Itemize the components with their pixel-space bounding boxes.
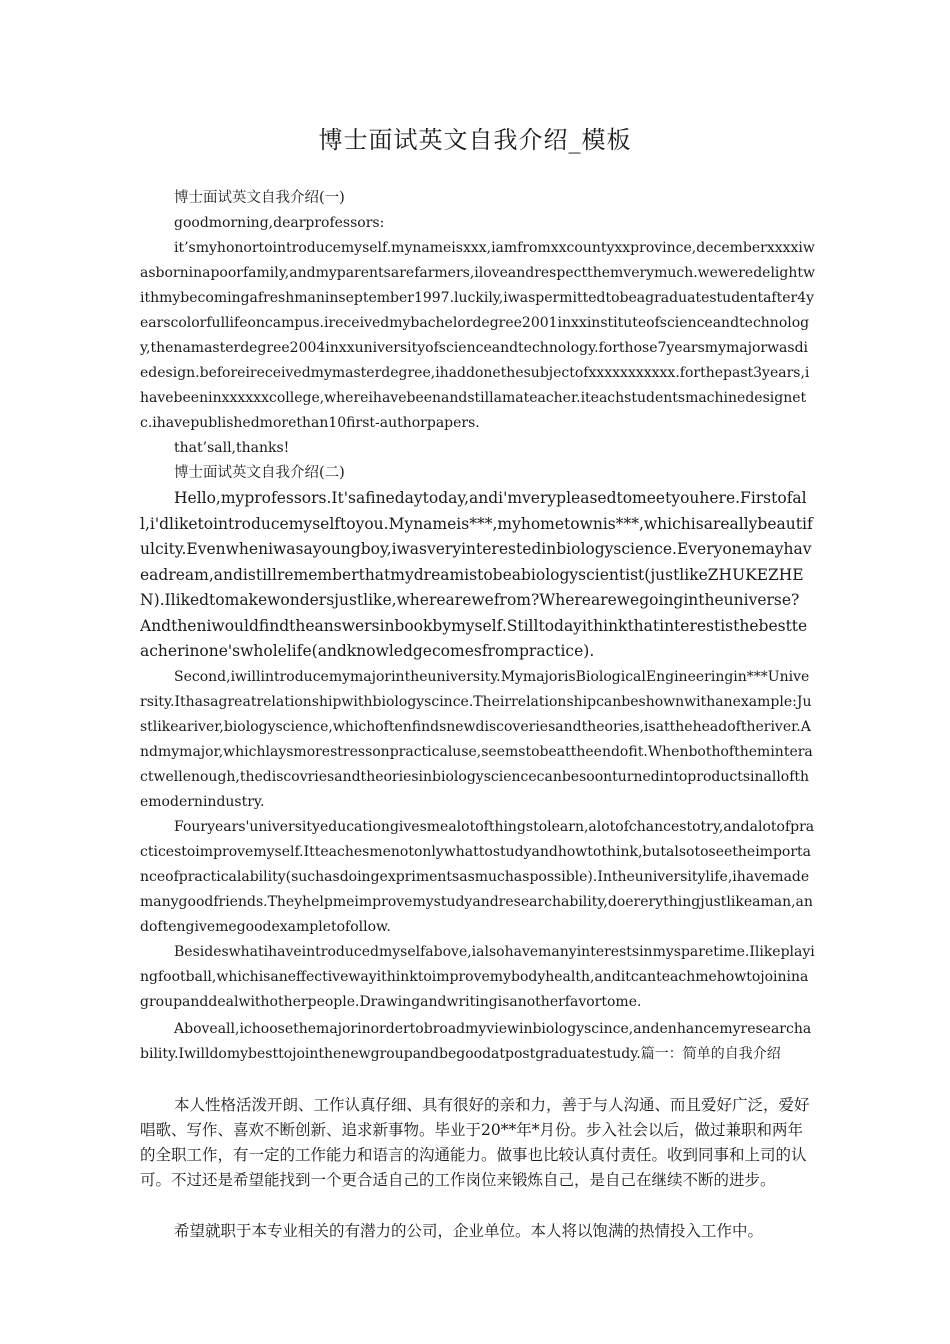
section2-paragraph-3: Fouryears'universityeducationgivesmealotofthingstolearn,alotofchancestotry,andalotofpracticestoimprovemyself.Itteachesmenotonlywhattostudyandhowtothink,butalsotoseetheimportanceofpracticalability(suchasdoingexprimentsasmuchaspossible).Intheuniversitylife,ihavemademanygoodfriends.Theyhelpmeimprovemystudyandresearchability,doererythingjustlikeaman,andoftengivemegoodexampletofollow. bbox=[140, 818, 815, 935]
greeting-text: goodmorning,dearprofessors: bbox=[174, 215, 385, 231]
chinese-paragraph-2: 希望就职于本专业相关的有潜力的公司，企业单位。本人将以饱满的热情投入工作中。 bbox=[174, 1221, 764, 1240]
chinese-paragraph-1: 本人性格活泼开朗、工作认真仔细、具有很好的亲和力，善于与人沟通、而且爱好广泛，爱好唱歌、写作、喜欢不断创新、追求新事物。毕业于20**年*月份。步入社会以后，做过兼职和两年的全职工作，有一定的工作能力和语言的沟通能力。做事也比较认真付责任。收到同事和上司的认可。不过还是希望能找到一个更合适自己的工作岗位来锻炼自己，是自己在继续不断的进步。 bbox=[140, 1095, 810, 1189]
section2-paragraph-1: Hello,myprofessors.It'safinedaytoday,andi'mverypleasedtomeetyouhere.Firstofall,i'dliketointroducemyselftoyou.Mynameis***,myhometownis***,whichisareallybeautifulcity.Evenwheniwasayoungboy,iwasveryinterestedinbiologyscience.Everyonemayhaveadream,andistillrememberthatmydreamistobeabiologyscientist(justlikeZHUKEZHEN).Ilikedtomakewondersjustlike,wherearewefrom?Wherearewegoingintheuniverse? bbox=[140, 489, 813, 609]
section2-paragraph-5: Aboveall,ichoosethemajorinordertobroadmyviewinbiologyscince,andenhancemyresearchability.Iwilldomybesttojointhenewgroupandbegoodatpostgraduatestudy.篇一：简单的自我介绍 bbox=[140, 1020, 812, 1062]
section2-paragraph-4: Besideswhatihaveintroducedmyselfabove,ialsohavemanyinterestsinmysparetime.Ilikeplayingfootball,whichisaneffectivewayithinktoimprovemybodyhealth,anditcanteachmehowtojoininagroupanddealwithotherpeople.Drawingandwritingisanotherfavortome. bbox=[140, 943, 815, 1010]
section2-paragraph-2: Second,iwillintroducemymajorintheuniversity.MymajorisBiologicalEngineeringin***University.Ithasagreatrelationshipwithbiologyscince.Theirrelationshipcanbeshownwithanexample:Justlikeariver,biologyscience,whichoftenfindsnewdiscoveriesandtheories,isattheheadoftheriver.Andmymajor,whichlaysmorestressonpracticaluse,seemstobeattheendofit.Whenbothoftheminteractwellenough,thediscovriesandtheoriesinbiologysciencecanbesoonturnedintoproductsinallofthemodernindustry. bbox=[140, 668, 813, 810]
section2-heading: 博士面试英文自我介绍(二) bbox=[174, 465, 345, 481]
document-body bbox=[140, 186, 815, 1244]
section1-heading: 博士面试英文自我介绍(一) bbox=[174, 190, 345, 206]
section2-paragraph-1-continued: Andtheniwouldfindtheanswersinbookbymyself.Stilltodayithinkthatinterestisthebestteacherinone'swholelife(andknowledgecomesfrompractice). bbox=[140, 616, 808, 660]
section1-closing: that’sall,thanks! bbox=[174, 440, 290, 456]
section1-body: it’smyhonortointroducemyself.mynameisxxx,iamfromxxcountyxxprovince,decemberxxxxiwasborninapoorfamily,andmyparentsarefarmers,iloveandrespectthemverymuch.weweredelightwithmybecomingafreshmaninseptember1997.luckily,iwaspermittedtobeagraduatestudentafter4yearscolorfullifeoncampus.ireceivedmybachelordegree2001inxxinstituteofscienceandtechnology,thenamasterdegree2004inxxuniversityofscienceandtechnology.forthose7yearsmymajorwasdiedesign.beforeireceivedmymasterdegree,ihaddonethesubjectofxxxxxxxxxxx.forthepast3years,ihavebeeninxxxxxxcollege,whereihavebeenandstillamateacher.iteachstudentsmachinedesignetc.ihavepublishedmorethan10first-authorpapers. bbox=[140, 240, 815, 431]
document-title: 博士面试英文自我介绍_模板 bbox=[318, 126, 632, 154]
